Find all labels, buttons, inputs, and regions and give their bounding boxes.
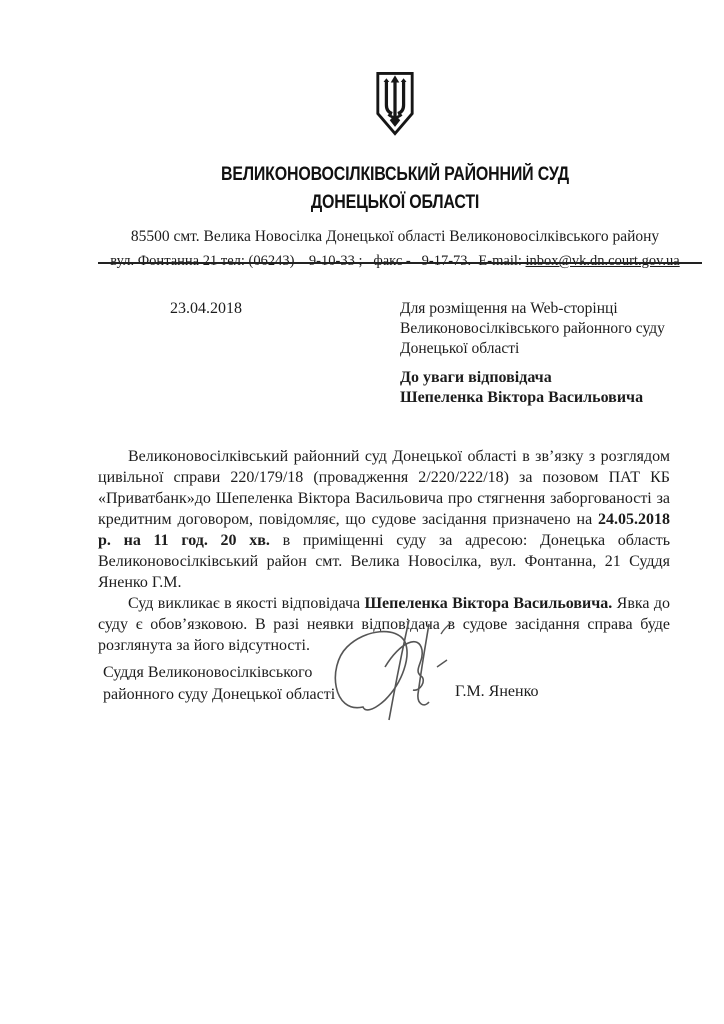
p2-text: Суд викликає в якості відповідача — [128, 595, 365, 612]
court-name-line2: ДОНЕЦЬКОЇ ОБЛАСТІ — [310, 192, 480, 213]
p1-text: в приміщенні суду за адресою: Донецька область Великоновосілківський район смт. Велика Новосілка, вул. Фонтанна, 21 Суддя Яненко Г.М. — [98, 532, 671, 591]
recipient-line: Великоновосілківського районного суду — [400, 320, 665, 337]
p1-text: Великоновосілківський районний суд Донецької області в зв’язку з розглядом цивільної справи 220/179/18 (провадження 2/220/222/18) за позовом ПАТ КБ «Приватбанк»до Шепеленка Віктора Васильовича про стягнення заборгованості за кредитним договором, повідомляє, що судове засідання призначено на — [98, 448, 670, 528]
recipient-line: Для розміщення на Web-сторінці — [400, 300, 618, 317]
signer-title-line: Суддя Великоновосілківського — [103, 664, 313, 681]
attention-block — [400, 368, 643, 408]
attention-line: До уваги відповідача — [400, 369, 552, 386]
letterhead-address: 85500 смт. Велика Новосілка Донецької області Великоновосілківського району — [130, 228, 660, 245]
recipient-block — [400, 299, 665, 359]
court-name-line1: ВЕЛИКОНОВОСІЛКІВСЬКИЙ РАЙОННИЙ СУД — [220, 164, 570, 185]
document-date: 23.04.2018 — [170, 300, 242, 317]
signer-title-line: районного суду Донецької області — [103, 685, 336, 703]
handwritten-signature — [325, 612, 475, 737]
email-address: inbox@vk.dn.court.gov.ua — [525, 253, 680, 269]
signer-title — [103, 662, 335, 705]
signer-name: Г.М. Яненко — [455, 683, 539, 700]
ukraine-trident-emblem-icon — [374, 70, 416, 143]
letterhead-contacts — [95, 251, 695, 271]
letterhead — [95, 70, 695, 271]
court-name — [143, 161, 647, 217]
recipient-line: Донецької області — [400, 340, 520, 357]
p2-text: Явка до суду є обов’язковою. В разі неявки відповідача в судове засідання справа буде розглянута за його відсутності. — [98, 595, 671, 654]
body-paragraph-1 — [98, 446, 670, 593]
attention-line: Шепеленка Віктора Васильовича — [400, 389, 644, 406]
p2-defendant-name: Шепеленка Віктора Васильовича. — [364, 595, 613, 612]
letterhead-divider — [98, 262, 702, 264]
contacts-text: вул. Фонтанна 21 тел: (06243) 9-10-33 ; факс - 9-17-73. E-mail: — [110, 253, 526, 269]
p1-hearing-datetime: 24.05.2018 р. на 11 год. 20 хв. — [98, 511, 670, 549]
